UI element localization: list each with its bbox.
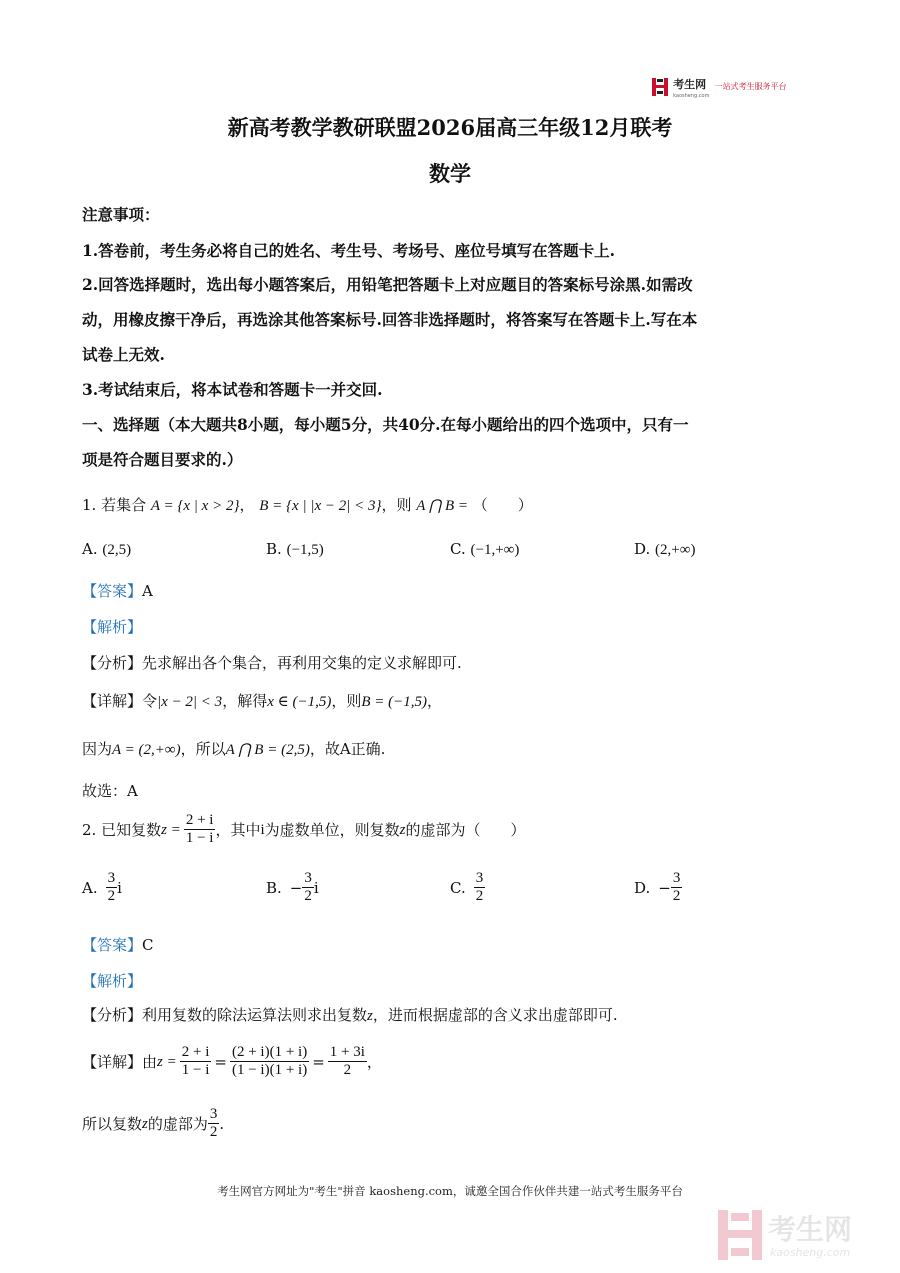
q2-option-a [82, 870, 122, 906]
q1-stem [82, 496, 533, 515]
q2-text: ，其中 [215, 820, 261, 839]
q1-option-d [634, 540, 695, 559]
detail-text: ，所以 [180, 740, 226, 758]
option-value: (−1,+∞) [470, 542, 520, 558]
final-text: 所以复数 [82, 1114, 143, 1133]
option-value: (2,+∞) [655, 542, 696, 558]
option-label: B. [266, 540, 282, 558]
fenxi-text: ，进而根据虚部的含义求出虚部即可. [372, 1006, 618, 1024]
option-label: C. [450, 878, 466, 897]
detail-text: 由 [142, 1052, 158, 1071]
fraction-denominator: 2 [672, 888, 681, 905]
logo-name: 考生网 [673, 78, 707, 91]
q1-option-b [266, 540, 324, 559]
final-fraction [208, 1106, 220, 1142]
final-text: . [219, 1114, 225, 1133]
watermark [718, 1208, 888, 1264]
option-label: D. [634, 540, 651, 558]
fraction-denominator: 1 − i [181, 1062, 210, 1079]
q1-analysis-tag: 【解析】 [82, 618, 143, 636]
option-label: C. [450, 540, 466, 558]
notice-item-2-line3: 试卷上无效. [82, 345, 165, 364]
kaosheng-logo-icon [652, 78, 668, 96]
answer-value: A [142, 582, 153, 600]
fenxi-text: 利用复数的除法运算法则求出复数 [142, 1006, 368, 1024]
q2-option-c [450, 870, 485, 906]
logo-slogan: 一站式考生服务平台 [714, 82, 787, 91]
fenxi-text: 先求解出各个集合，再利用交集的定义求解即可. [142, 654, 462, 672]
final-z: z [142, 1115, 148, 1132]
option-label: A. [82, 878, 98, 897]
fraction-denominator: 1 − i [185, 830, 214, 847]
q2-text: 的虚部为（ ） [405, 820, 526, 839]
fraction-denominator: 2 [475, 888, 484, 905]
q2-final [82, 1106, 224, 1142]
equals-sign: = [312, 1052, 325, 1071]
detail-math: A ⋂ B = (2,5) [225, 742, 310, 758]
detail-fraction-3 [328, 1044, 367, 1080]
option-fraction [106, 870, 118, 906]
q1-option-c [450, 540, 519, 559]
q2-option-b [266, 870, 319, 906]
q1-paren: （ ） [472, 496, 533, 514]
q2-z2: z [399, 821, 406, 838]
answer-tag: 【答案】 [82, 936, 143, 954]
detail-math: B = (−1,5) [361, 694, 427, 710]
watermark-logo-icon [718, 1210, 762, 1260]
option-tail: i [117, 878, 122, 897]
q1-set-a: A = {x | x > 2} [150, 498, 240, 514]
fraction-numerator: 3 [106, 870, 118, 888]
fraction-numerator: 3 [474, 870, 486, 888]
option-fraction [474, 870, 486, 906]
section-heading-line1: 一、选择题（本大题共8小题，每小题5分，共40分.在每小题给出的四个选项中，只有一 [82, 415, 689, 434]
fraction-numerator: (2 + i)(1 + i) [230, 1044, 309, 1062]
q2-analysis-tag: 【解析】 [82, 972, 143, 990]
notice-item-2-line2: 动，用橡皮擦干净后，再选涂其他答案标号.回答非选择题时，将答案写在答题卡上.写在本 [82, 310, 698, 329]
q1-set-b: B = {x | |x − 2| < 3} [259, 498, 382, 514]
notice-item-1: 1.答卷前，考生务必将自己的姓名、考生号、考场号、座位号填写在答题卡上. [82, 241, 616, 260]
detail-tag: 【详解】 [82, 1052, 143, 1071]
option-tail: i [313, 878, 319, 897]
q2-answer [82, 936, 154, 954]
detail-tag: 【详解】 [82, 692, 143, 710]
detail-math: |x − 2| < 3 [157, 694, 223, 710]
fenxi-tag: 【分析】 [82, 1006, 143, 1024]
page-footer: 考生网官方网址为"考生"拼音 kaosheng.com，诚邀全国合作伙伴共建一站式考生服务平台 [217, 1184, 683, 1198]
fenxi-z: z [367, 1008, 373, 1024]
option-fraction [302, 870, 314, 906]
option-label: B. [266, 878, 282, 897]
exam-subject: 数学 [429, 161, 471, 186]
detail-math: x ∈ (−1,5) [267, 694, 332, 710]
detail-text: 令 [142, 692, 158, 710]
detail-text: ，则 [331, 692, 362, 710]
option-sign: − [289, 878, 303, 897]
detail-text: ， [366, 1052, 382, 1071]
detail-fraction-2 [230, 1044, 309, 1080]
fraction-numerator: 2 + i [184, 812, 216, 830]
fraction-denominator: 2 [304, 888, 312, 905]
notice-heading: 注意事项： [82, 205, 160, 224]
q2-detail-line [82, 1044, 382, 1080]
header-logo [652, 74, 822, 99]
detail-text: 因为 [82, 740, 113, 758]
q2-fraction [184, 812, 216, 848]
watermark-domain: kaosheng.com [770, 1246, 851, 1259]
q1-expression: A ⋂ B = [416, 498, 468, 514]
q2-stem [82, 812, 526, 848]
option-label: D. [634, 878, 651, 897]
q1-conclusion: 故选：A [82, 782, 138, 800]
q1-then: ，则 [381, 496, 412, 514]
q1-detail-line2 [82, 740, 385, 759]
q1-fenxi [82, 654, 462, 672]
exam-title: 新高考教学教研联盟2026届高三年级12月联考 [227, 115, 673, 140]
detail-text: ，解得 [222, 692, 268, 710]
q1-option-a [82, 540, 131, 559]
fraction-numerator: 3 [302, 870, 314, 888]
notice-item-3: 3.考试结束后，将本试卷和答题卡一并交回. [82, 380, 383, 399]
fenxi-tag: 【分析】 [82, 654, 143, 672]
fraction-numerator: 2 + i [180, 1044, 212, 1062]
watermark-name: 考生网 [768, 1213, 853, 1246]
fraction-denominator: 2 [343, 1062, 352, 1079]
q1-prefix: 1. 若集合 [82, 496, 147, 514]
q1-detail-line1 [82, 692, 442, 711]
notice-item-2-line1: 2.回答选择题时，选出每小题答案后，用铅笔把答题卡上对应题目的答案标号涂黑.如需改 [82, 275, 693, 294]
option-value: (−1,5) [286, 542, 324, 558]
option-sign: − [658, 878, 671, 897]
q2-prefix: 2. 已知复数 [82, 820, 162, 839]
detail-text: ， [427, 692, 443, 710]
final-text: 的虚部为 [147, 1114, 208, 1133]
fraction-numerator: 1 + 3i [328, 1044, 367, 1062]
q1-answer [82, 582, 153, 600]
fraction-numerator: 3 [208, 1106, 220, 1124]
q2-z: z = [161, 821, 181, 838]
option-fraction [671, 870, 683, 906]
detail-fraction-1 [180, 1044, 212, 1080]
fraction-denominator: (1 − i)(1 + i) [231, 1062, 308, 1079]
equals-sign: = [214, 1052, 227, 1071]
q2-option-d [634, 870, 682, 906]
answer-tag: 【答案】 [82, 582, 143, 600]
detail-math: A = (2,+∞) [112, 742, 181, 758]
fraction-denominator: 2 [209, 1124, 218, 1141]
detail-text: ，故A正确. [309, 740, 386, 758]
logo-domain: kaosheng.com [673, 93, 710, 99]
q2-i: i [260, 821, 265, 838]
detail-z: z = [157, 1053, 177, 1070]
q2-fenxi [82, 1006, 618, 1025]
option-value: (2,5) [102, 542, 132, 558]
option-label: A. [82, 540, 98, 558]
fraction-denominator: 2 [107, 888, 116, 905]
section-heading-line2: 项是符合题目要求的.） [82, 450, 243, 469]
fraction-numerator: 3 [671, 870, 683, 888]
q1-comma: ， [239, 496, 255, 514]
answer-value: C [142, 936, 154, 954]
q2-text: 为虚数单位，则复数 [264, 820, 400, 839]
